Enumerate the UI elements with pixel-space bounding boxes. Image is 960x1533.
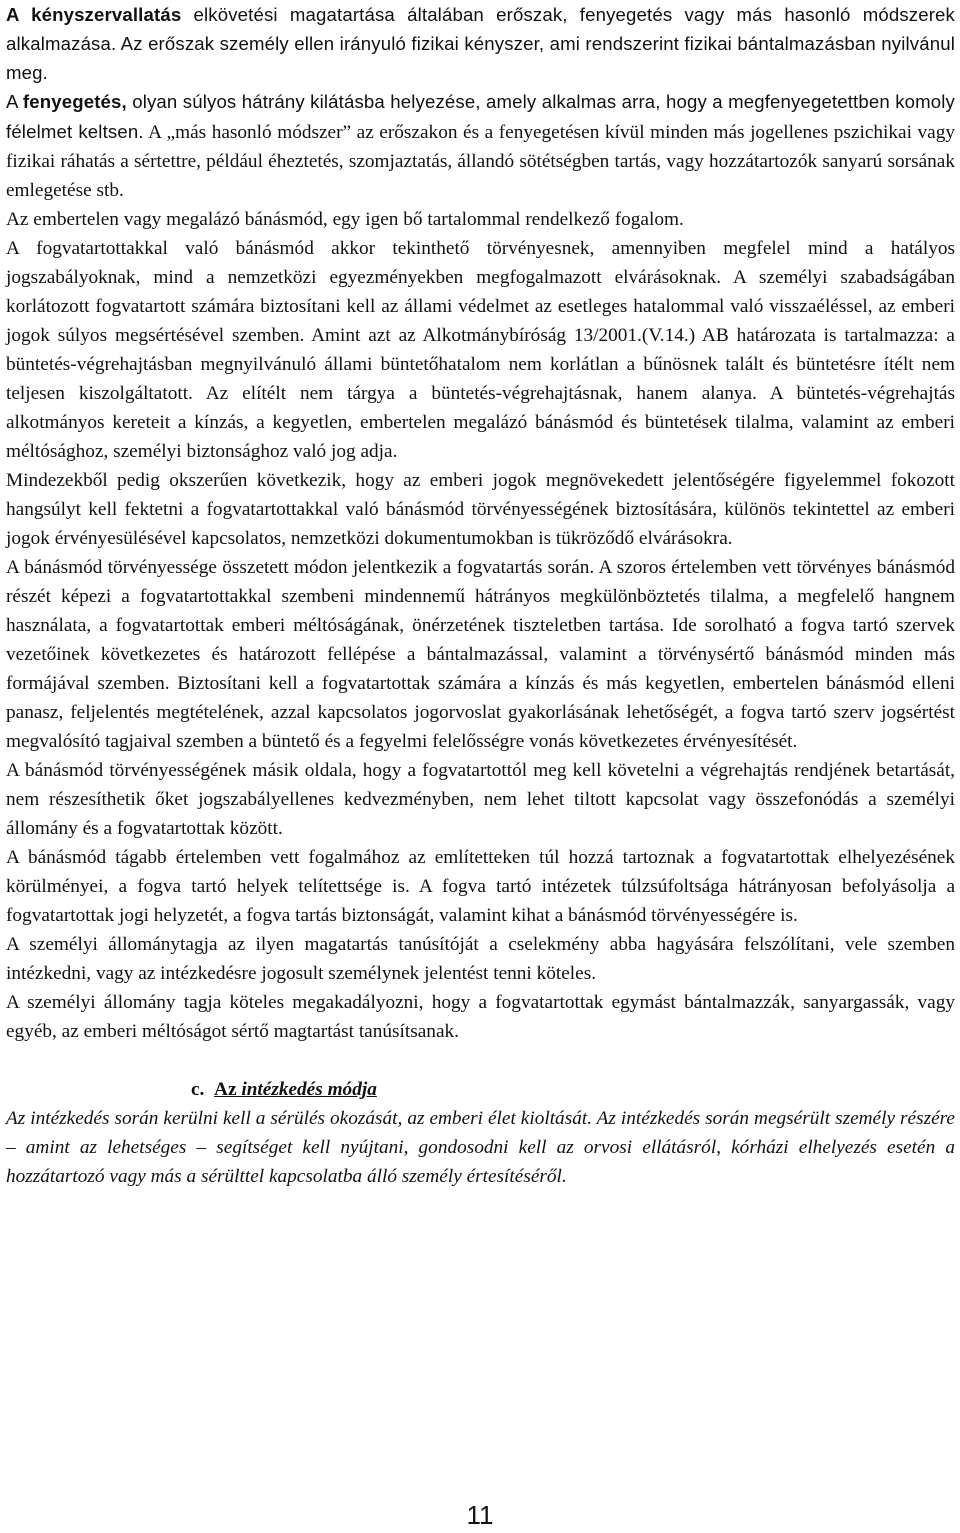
paragraph-text: elkövetési magatartása általában erőszak, fenyegetés vagy más hasonló módszerek alkalmazása. Az erőszak személy ellen irányuló fizikai kényszer, ami rendszerint fizikai bántalmazásban nyilvánul meg. — [6, 4, 955, 83]
paragraph-fenyegetes — [6, 87, 955, 205]
paragraph-banasmod-torvenyessege: A bánásmód törvényessége összetett módon jelentkezik a fogvatartás során. A szoros értelemben vett törvényes bánásmód részét képezi a fogvatartottakkal szembeni mindennemű hátrányos megkülönböztetés tilalma, a megfelelő hangnem használata, a fogvatartottak emberi méltóságának, önérzetének tiszteletben tartása. Ide sorolható a fogva tartó szervek vezetőinek következetes és határozott fellépése a bántalmazással, valamint a törvénysértő bánásmód minden más formájával szemben. Biztosítani kell a fogvatartottak számára a kínzás és más kegyetlen, embertelen bánásmód elleni panasz, feljelentés megtételének, azzal kapcsolatos jogorvoslat gyakorlásának lehetőségét, a fogva tartó szerv jogsértést megvalósító tagjaival szemben a büntető és a fegyelmi felelősségre vonás következetes érvényesítését. — [6, 557, 955, 752]
bold-term-kenyszervallatas: A kényszervallatás — [6, 4, 182, 25]
paragraph-megakadalyozas: A személyi állomány tagja köteles megakadályozni, hogy a fogvatartottak egymást bántalmazzák, sanyargassák, vagy egyéb, az emberi méltóságot sértő magtartást tanúsítsanak. — [6, 992, 955, 1042]
paragraph-kenyszervallatas — [6, 0, 955, 87]
paragraph-embertelen: Az embertelen vagy megalázó bánásmód, egy igen bő tartalommal rendelkező fogalom. — [6, 209, 684, 230]
paragraph-torvenyes-banasmod: A fogvatartottakkal való bánásmód akkor tekinthető törvényesnek, amennyiben megfelel mind a hatályos jogszabályoknak, mind a nemzetközi egyezményekben megfogalmazott elvárásoknak. A személyi szabadságában korlátozott fogvatartott számára biztosítani kell az állami védelmet az esetleges hatalommal való visszaéléssel, az emberi jogok súlyos megsértésével szemben. Amint azt az Alkotmánybíróság 13/2001.(V.14.) AB határozata is tartalmazza: a büntetés-végrehajtásban megnyilvánuló állami büntetőhatalom nem korlátlan a bűnösnek talált és büntetésre ítélt nem teljesen kiszolgáltatott. Az elítélt nem tárgya a büntetés-végrehajtásnak, hanem alanya. A büntetés-végrehajtás alkotmányos kereteit a kínzás, a kegyetlen, embertelen megalázó bánásmód és büntetések tilalma, valamint az emberi méltósághoz, személyi biztonsághoz való jog adja. — [6, 238, 955, 462]
paragraph-szemelyi-allomanytag: A személyi állománytagja az ilyen magatartás tanúsítóját a cselekmény abba hagyására felszólítani, vele szemben intézkedni, vagy az intézkedésre jogosult személynek jelentést tenni köteles. — [6, 934, 955, 984]
section-heading — [191, 1075, 955, 1104]
section-marker: c. — [191, 1079, 205, 1100]
paragraph-text-serif: A „más hasonló módszer” az erőszakon és a fenyegetésen kívül minden más jogellenes pszichikai vagy fizikai ráhatás a sértettre, például éheztetés, szomjaztatás, állandó sötétségben tartás, vagy hozzátartozók sanyarú sorsának emlegetése stb. — [6, 122, 955, 201]
section-body: Az intézkedés során kerülni kell a sérülés okozását, az emberi élet kioltását. Az intézkedés során megsérült személy részére – amint az lehetséges – segítséget kell nyújtani, gondosodni kell az orvosi ellátásról, kórházi elhelyezés esetén a hozzátartozó vagy más a sérülttel kapcsolatba álló személy értesítéséről. — [6, 1108, 955, 1187]
document-page — [6, 0, 955, 1191]
paragraph-masik-oldal: A bánásmód törvényességének másik oldala, hogy a fogvatartottól meg kell követelni a végrehajtás rendjének betartását, nem részesíthetik őket jogszabályellenes kedvezményben, nem lehet tiltott kapcsolat vagy összefonódás a személyi állomány és a fogvatartottak között. — [6, 760, 955, 839]
paragraph-lead: A — [6, 91, 23, 112]
paragraph-tagabb-ertelem: A bánásmód tágabb értelemben vett fogalmához az említetteken túl hozzá tartoznak a fogvatartottak elhelyezésének körülményei, a fogva tartó helyek telítettsége is. A fogva tartó intézetek túlzsúfoltsága hátrányosan befolyásolja a fogvatartottak jogi helyzetét, a fogva tartás biztonságát, valamint kihat a bánásmód törvényességére is. — [6, 847, 955, 926]
paragraph-text-sans: olyan súlyos hátrány kilátásba helyezése, amely alkalmas arra, hogy a megfenyegetettben komoly félelmet keltsen. — [6, 91, 955, 142]
bold-term-fenyegetes: fenyegetés, — [22, 91, 127, 112]
page-number: 11 — [466, 1500, 494, 1530]
section-title: Az intézkedés módja — [214, 1079, 377, 1100]
spacer — [6, 1046, 955, 1075]
paragraph-emberi-jogok: Mindezekből pedig okszerűen következik, hogy az emberi jogok megnövekedett jelentőségére figyelemmel fokozott hangsúlyt kell fektetni a fogvatartottakkal való bánásmód törvényességének biztosítására, különös tekintettel az emberi jogok érvényesülésével kapcsolatos, nemzetközi dokumentumokban is tükröződő elvárásokra. — [6, 470, 955, 549]
